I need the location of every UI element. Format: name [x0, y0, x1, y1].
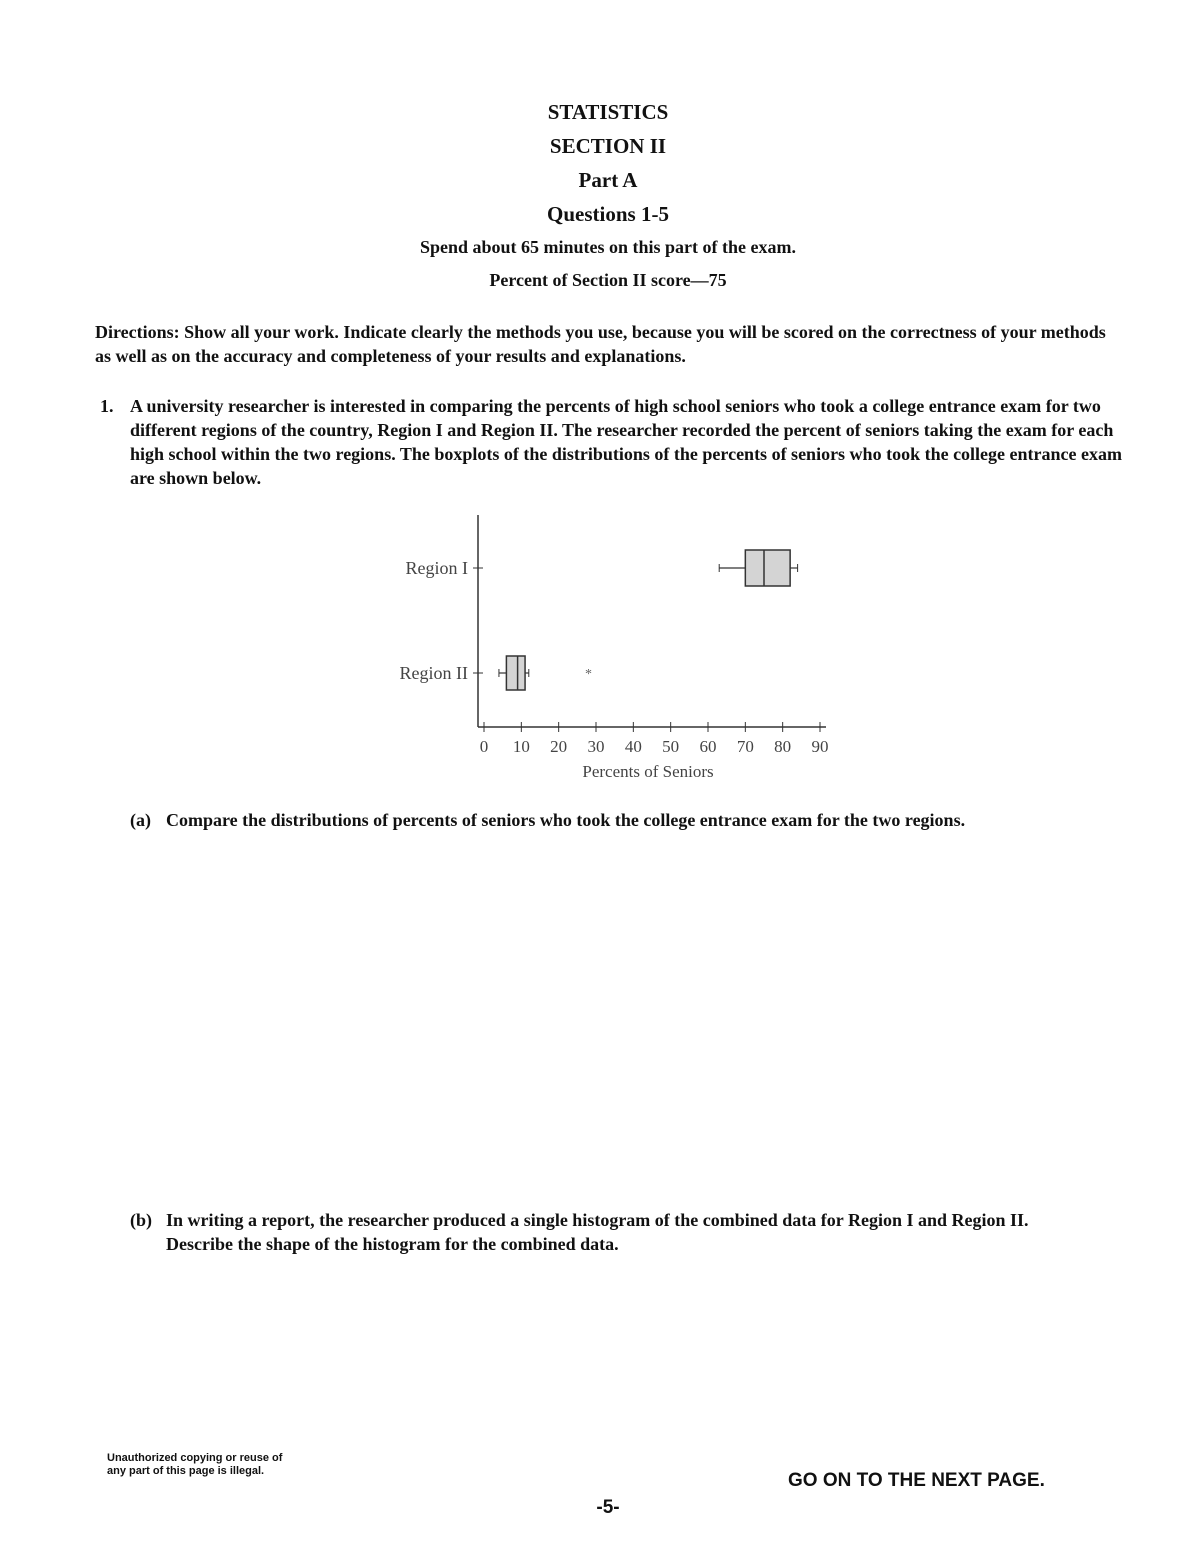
page-number: -5-	[596, 1497, 620, 1518]
x-tick-label-10: 10	[512, 737, 530, 756]
x-tick-label-90: 90	[811, 737, 829, 756]
part-a-label: (a)	[130, 810, 151, 830]
x-tick-label-40: 40	[624, 737, 642, 756]
copyright-notice	[107, 1452, 367, 1478]
directions-label: Directions:	[95, 322, 180, 342]
x-tick-label-0: 0	[479, 737, 489, 756]
section-header	[0, 95, 1200, 297]
part-b-label: (b)	[130, 1210, 152, 1230]
x-axis-title: Percents of Seniors	[582, 762, 714, 781]
region-1-label: Region I	[405, 558, 468, 578]
part-title: Part A	[578, 168, 638, 192]
go-on-notice: GO ON TO THE NEXT PAGE.	[788, 1470, 1045, 1491]
copyright-notice-line-2: any part of this page is illegal.	[107, 1465, 265, 1477]
x-tick-label-30: 30	[587, 737, 605, 756]
directions-text: Show all your work. Indicate clearly the methods you use, because you will be scored on the correctness of your methods as well as on the accuracy and completeness of your results and explanations.	[95, 322, 1106, 366]
question-1	[95, 394, 1125, 490]
boxplot-chart	[370, 505, 850, 795]
questions-range: Questions 1-5	[547, 202, 669, 226]
region-2-label: Region II	[399, 663, 468, 683]
time-note: Spend about 65 minutes on this part of the exam.	[419, 237, 797, 257]
section-title: SECTION II	[549, 134, 667, 158]
part-b	[130, 1208, 1090, 1256]
directions	[95, 320, 1125, 368]
part-a	[130, 808, 1120, 832]
region-2-box	[506, 656, 525, 690]
x-tick-label-50: 50	[662, 737, 680, 756]
copyright-notice-line-1: Unauthorized copying or reuse of	[107, 1452, 283, 1464]
region-2-outlier-1: *	[585, 667, 593, 682]
x-tick-label-20: 20	[550, 737, 568, 756]
x-tick-label-60: 60	[699, 737, 717, 756]
question-text: A university researcher is interested in comparing the percents of high school seniors who took a college entrance exam for two different regions of the country, Region I and Region II. The researcher recorded the percent of seniors taking the exam for each high school within the two regions. The boxplots of the distributions of the percents of seniors who took the college entrance exam are shown below.	[130, 396, 1122, 488]
percent-note: Percent of Section II score—75	[489, 270, 727, 290]
subject-title: STATISTICS	[547, 100, 669, 124]
x-tick-label-80: 80	[774, 737, 792, 756]
x-tick-label-70: 70	[736, 737, 754, 756]
region-1-box	[745, 550, 790, 586]
part-a-text: Compare the distributions of percents of seniors who took the college entrance exam for the two regions.	[166, 810, 966, 830]
boxplot-svg	[370, 505, 850, 795]
part-b-text: In writing a report, the researcher produced a single histogram of the combined data for Region I and Region II. Describe the shape of the histogram for the combined data.	[166, 1210, 1029, 1254]
question-number: 1.	[100, 396, 114, 416]
